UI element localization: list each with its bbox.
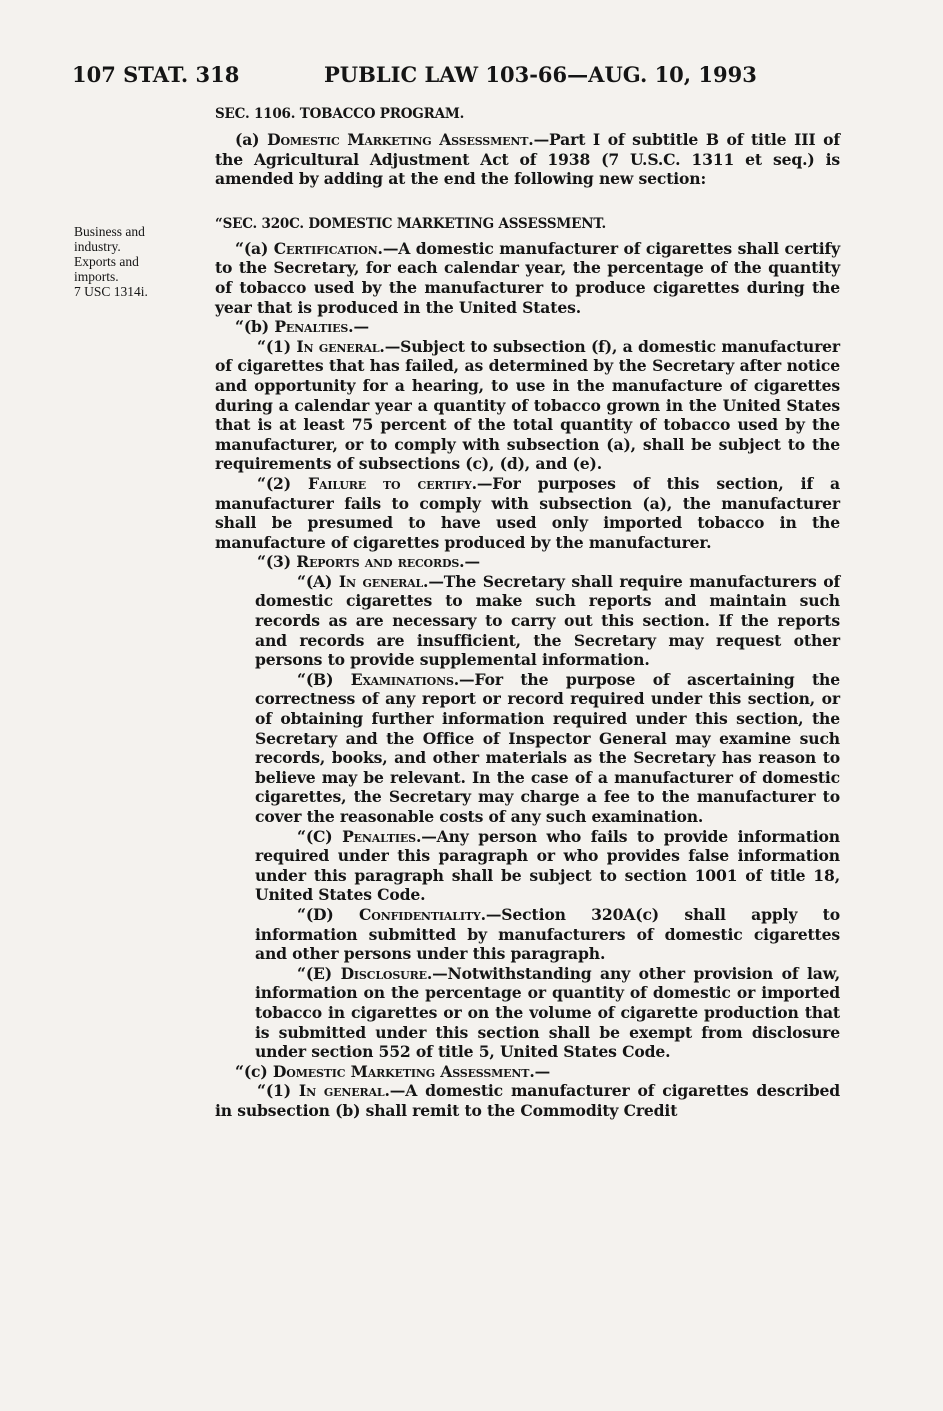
margin-note [74,224,204,299]
paragraph-b3a: “(A) In general.—The Secretary shall require manufacturers of domestic cigarettes to make such reports and maintain such records as are necessary to carry out this section. If the reports and records are insufficient, the Secretary may request other persons to provide supplemental information. [255,571,840,670]
intro-paragraph: (a) Domestic Marketing Assessment.—Part I of subtitle B of title III of the Agricultural Adjustment Act of 1938 (7 U.S.C. 1311 et seq.) is amended by adding at the end the following new section: [215,130,840,189]
document-body [215,130,840,1121]
stat-citation: 107 STAT. 318 [72,62,240,87]
new-section-title: “SEC. 320C. DOMESTIC MARKETING ASSESSMENT. [215,215,606,232]
paragraph-b3: “(3) Reports and records.— [257,552,480,572]
section-title: SEC. 1106. TOBACCO PROGRAM. [215,106,465,122]
page-header [72,62,847,88]
paragraph-b3e: “(E) Disclosure.—Notwithstanding any other provision of law, information on the percentage or quantity of domestic or imported tobacco in cigarettes or on the volume of cigarette production that is submitted under this section shall be exempt from disclosure under section 552 of title 5, United States Code. [255,963,840,1062]
paragraph-b: “(b) Penalties.— [235,317,369,337]
paragraph-b3b: “(B) Examinations.—For the purpose of ascertaining the correctness of any report or record required under this section, or of obtaining further information required under this section, the Secretary and the Office of Inspector General may examine such records, books, and other materials as the Secretary has reason to believe may be relevant. In the case of a manufacturer of domestic cigarettes, the Secretary may charge a fee to the manufacturer to cover the reasonable costs of any such examination. [255,669,840,826]
paragraph-b1: “(1) In general.—Subject to subsection (f), a domestic manufacturer of cigarettes that has failed, as determined by the Secretary after notice and opportunity for a hearing, to use in the manufacture of cigarettes during a calendar year a quantity of tobacco grown in the United States that is at least 75 percent of the total quantity of tobacco used by the manufacturer, or to comply with subsection (a), shall be subject to the requirements of subsections (c), (d), and (e). [215,336,840,474]
margin-note-line: 7 USC 1314i. [74,284,148,299]
paragraph-b3d: “(D) Confidentiality.—Section 320A(c) shall apply to information submitted by manufacturers of domestic cigarettes and other persons under this paragraph. [255,904,840,964]
margin-note-line: industry. [74,239,121,254]
intro-heading: Domestic Marketing Assessment [267,130,529,149]
margin-note-line: imports. [74,269,119,284]
public-law-title: PUBLIC LAW 103-66—AUG. 10, 1993 [324,62,757,87]
paragraph-b2: “(2) Failure to certify.—For purposes of this section, if a manufacturer fails to comply with subsection (a), the manufacturer shall be presumed to have used only imported tobacco in the manufacture of cigarettes produced by the manufacturer. [215,473,840,552]
paragraph-c: “(c) Domestic Marketing Assessment.— [235,1061,551,1081]
paragraph-c1: “(1) In general.—A domestic manufacturer of cigarettes described in subsection (b) shall remit to the Commodity Credit [215,1081,841,1120]
margin-note-line: Business and [74,224,145,239]
paragraph-b3c: “(C) Penalties.—Any person who fails to provide information required under this paragraph or who provides false information under this paragraph shall be subject to section 1001 of title 18, United States Code. [255,826,840,905]
margin-note-line: Exports and [74,254,139,269]
paragraph-a: “(a) Certification.—A domestic manufacturer of cigarettes shall certify to the Secretary, for each calendar year, the percentage of the quantity of tobacco used by the manufacturer to produce cigarettes during the year that is produced in the United States. [215,238,840,317]
